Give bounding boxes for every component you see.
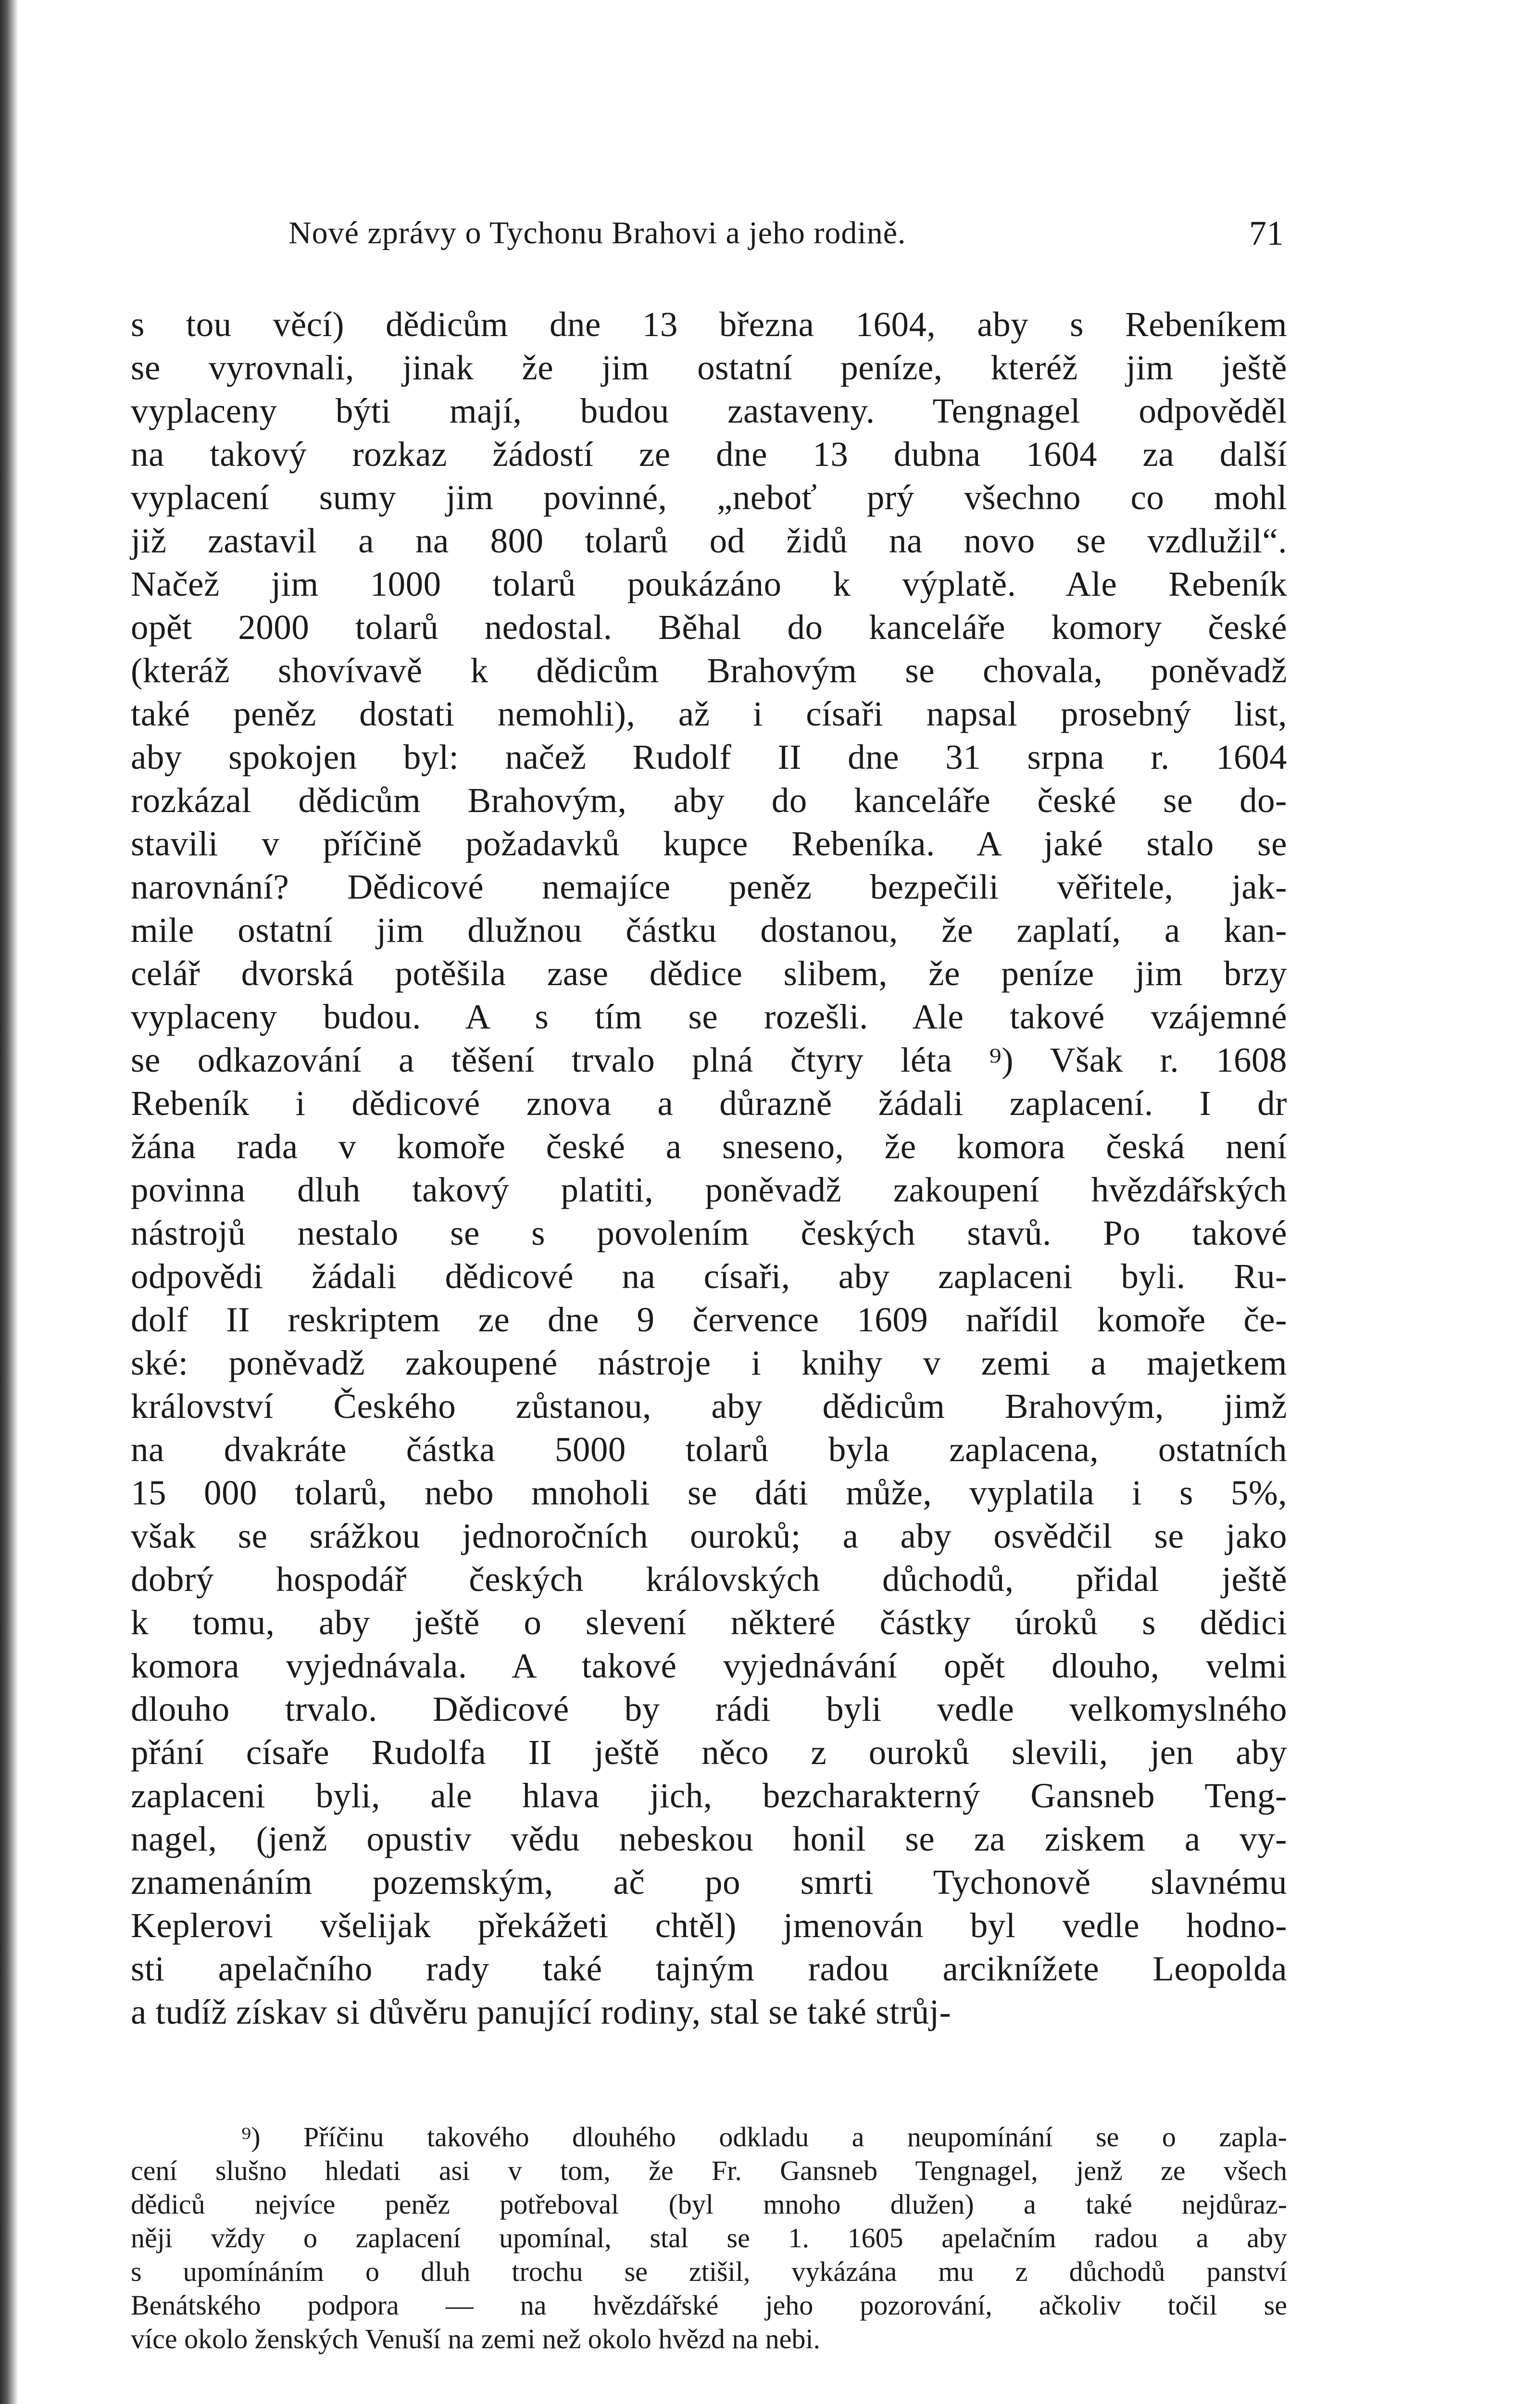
body-line: a tudíž získav si důvěru panující rodiny, stal se také strůj- xyxy=(131,1992,952,2031)
running-head: Nové zprávy o Tychonu Brahovi a jeho rodině. xyxy=(288,215,906,250)
footnote-line: ⁹) Příčinu takového dlouhého odkladu a neupomínání se o zapla- xyxy=(241,2121,1287,2153)
body-line: mile ostatní jim dlužnou částku dostanou, že zaplatí, a kan- xyxy=(131,911,1287,950)
body-line: rozkázal dědicům Brahovým, aby do kanceláře české se do- xyxy=(131,781,1287,820)
body-line: přání císaře Rudolfa II ještě něco z ouroků slevili, jen aby xyxy=(131,1733,1287,1772)
footnote-line: něji vždy o zaplacení upomínal, stal se 1. 1605 apelačním radou a aby xyxy=(131,2222,1287,2254)
body-line: na dvakráte částka 5000 tolarů byla zaplacena, ostatních xyxy=(131,1430,1287,1469)
footnote-line: dědiců nejvíce peněz potřeboval (byl mnoho dlužen) a také nejdůraz- xyxy=(131,2189,1287,2220)
body-line: již zastavil a na 800 tolarů od židů na novo se vzdlužil“. xyxy=(131,521,1287,560)
body-line: odpovědi žádali dědicové na císaři, aby zaplaceni byli. Ru- xyxy=(131,1257,1287,1296)
body-line: zaplaceni byli, ale hlava jich, bezcharakterný Gansneb Teng- xyxy=(131,1776,1287,1815)
footnote-line: více okolo ženských Venuší na zemi než okolo hvězd na nebi. xyxy=(131,2323,820,2354)
body-line: dlouho trvalo. Dědicové by rádi byli vedle velkomyslného xyxy=(131,1690,1287,1728)
page-header xyxy=(288,207,1284,260)
body-line: Keplerovi všelijak překážeti chtěl) jmenován byl vedle hodno- xyxy=(131,1906,1287,1945)
body-line: k tomu, aby ještě o slevení některé částky úroků s dědici xyxy=(131,1603,1287,1642)
body-line: dolf II reskriptem ze dne 9 července 1609 nařídil komoře če- xyxy=(131,1300,1287,1339)
body-line: povinna dluh takový platiti, poněvadž zakoupení hvězdářských xyxy=(131,1170,1287,1209)
body-line: dobrý hospodář českých královských důchodů, přidal ještě xyxy=(131,1560,1287,1599)
body-text xyxy=(131,303,1287,2034)
body-line: Rebeník i dědicové znova a důrazně žádali zaplacení. I dr xyxy=(131,1084,1287,1123)
body-line: znamenáním pozemským, ač po smrti Tychonově slavnému xyxy=(131,1863,1287,1902)
body-line: se odkazování a těšení trvalo plná čtyry léta ⁹) Však r. 1608 xyxy=(131,1040,1287,1079)
body-line: s tou věcí) dědicům dne 13 března 1604, aby s Rebeníkem xyxy=(131,305,1287,344)
body-line: ské: poněvadž zakoupené nástroje i knihy v zemi a majetkem xyxy=(131,1343,1287,1382)
body-line: žána rada v komoře české a sneseno, že komora česká není xyxy=(131,1127,1287,1166)
footnote-line: cení slušno hledati asi v tom, že Fr. Gansneb Tengnagel, jenž ze všech xyxy=(131,2155,1287,2186)
body-line: 15 000 tolarů, nebo mnoholi se dáti může, vyplatila i s 5%, xyxy=(131,1473,1287,1512)
body-line: se vyrovnali, jinak že jim ostatní peníze, kteréž jim ještě xyxy=(131,348,1287,387)
body-line: celář dvorská potěšila zase dědice slibem, že peníze jim brzy xyxy=(131,954,1287,993)
body-line: na takový rozkaz žádostí ze dne 13 dubna 1604 za další xyxy=(131,435,1287,474)
body-line: Načež jim 1000 tolarů poukázáno k výplatě. Ale Rebeník xyxy=(131,564,1287,603)
book-binding-edge xyxy=(0,0,18,2404)
body-line: království Českého zůstanou, aby dědicům Brahovým, jimž xyxy=(131,1387,1287,1426)
body-line: narovnání? Dědicové nemajíce peněz bezpečili věřitele, jak- xyxy=(131,867,1287,906)
body-line: nagel, (jenž opustiv vědu nebeskou honil se za ziskem a vy- xyxy=(131,1819,1287,1858)
footnote-line: Benátského podpora — na hvězdářské jeho pozorování, ačkoliv točil se xyxy=(131,2290,1287,2321)
body-line: komora vyjednávala. A takové vyjednávání opět dlouho, velmi xyxy=(131,1646,1287,1685)
page-number: 71 xyxy=(1249,214,1284,252)
body-line: vyplaceny budou. A s tím se rozešli. Ale takové vzájemné xyxy=(131,997,1287,1036)
body-line: opět 2000 tolarů nedostal. Běhal do kanceláře komory české xyxy=(131,608,1287,647)
body-line: sti apelačního rady také tajným radou arciknížete Leopolda xyxy=(131,1949,1287,1988)
body-line: (kteráž shovívavě k dědicům Brahovým se chovala, poněvadž xyxy=(131,651,1287,690)
body-line: stavili v příčině požadavků kupce Rebeníka. A jaké stalo se xyxy=(131,824,1287,863)
body-line: vyplaceny býti mají, budou zastaveny. Tengnagel odpověděl xyxy=(131,391,1287,430)
body-line: aby spokojen byl: načež Rudolf II dne 31 srpna r. 1604 xyxy=(131,738,1287,776)
footnote-line: s upomínáním o dluh trochu se ztišil, vykázána mu z důchodů panství xyxy=(131,2256,1287,2287)
body-line: nástrojů nestalo se s povolením českých stavů. Po takové xyxy=(131,1214,1287,1252)
body-line: však se srážkou jednoročních ouroků; a aby osvědčil se jako xyxy=(131,1516,1287,1555)
footnote xyxy=(131,2120,1287,2356)
body-line: také peněz dostati nemohli), až i císaři napsal prosebný list, xyxy=(131,694,1287,733)
body-line: vyplacení sumy jim povinné, „neboť prý všechno co mohl xyxy=(131,478,1287,517)
